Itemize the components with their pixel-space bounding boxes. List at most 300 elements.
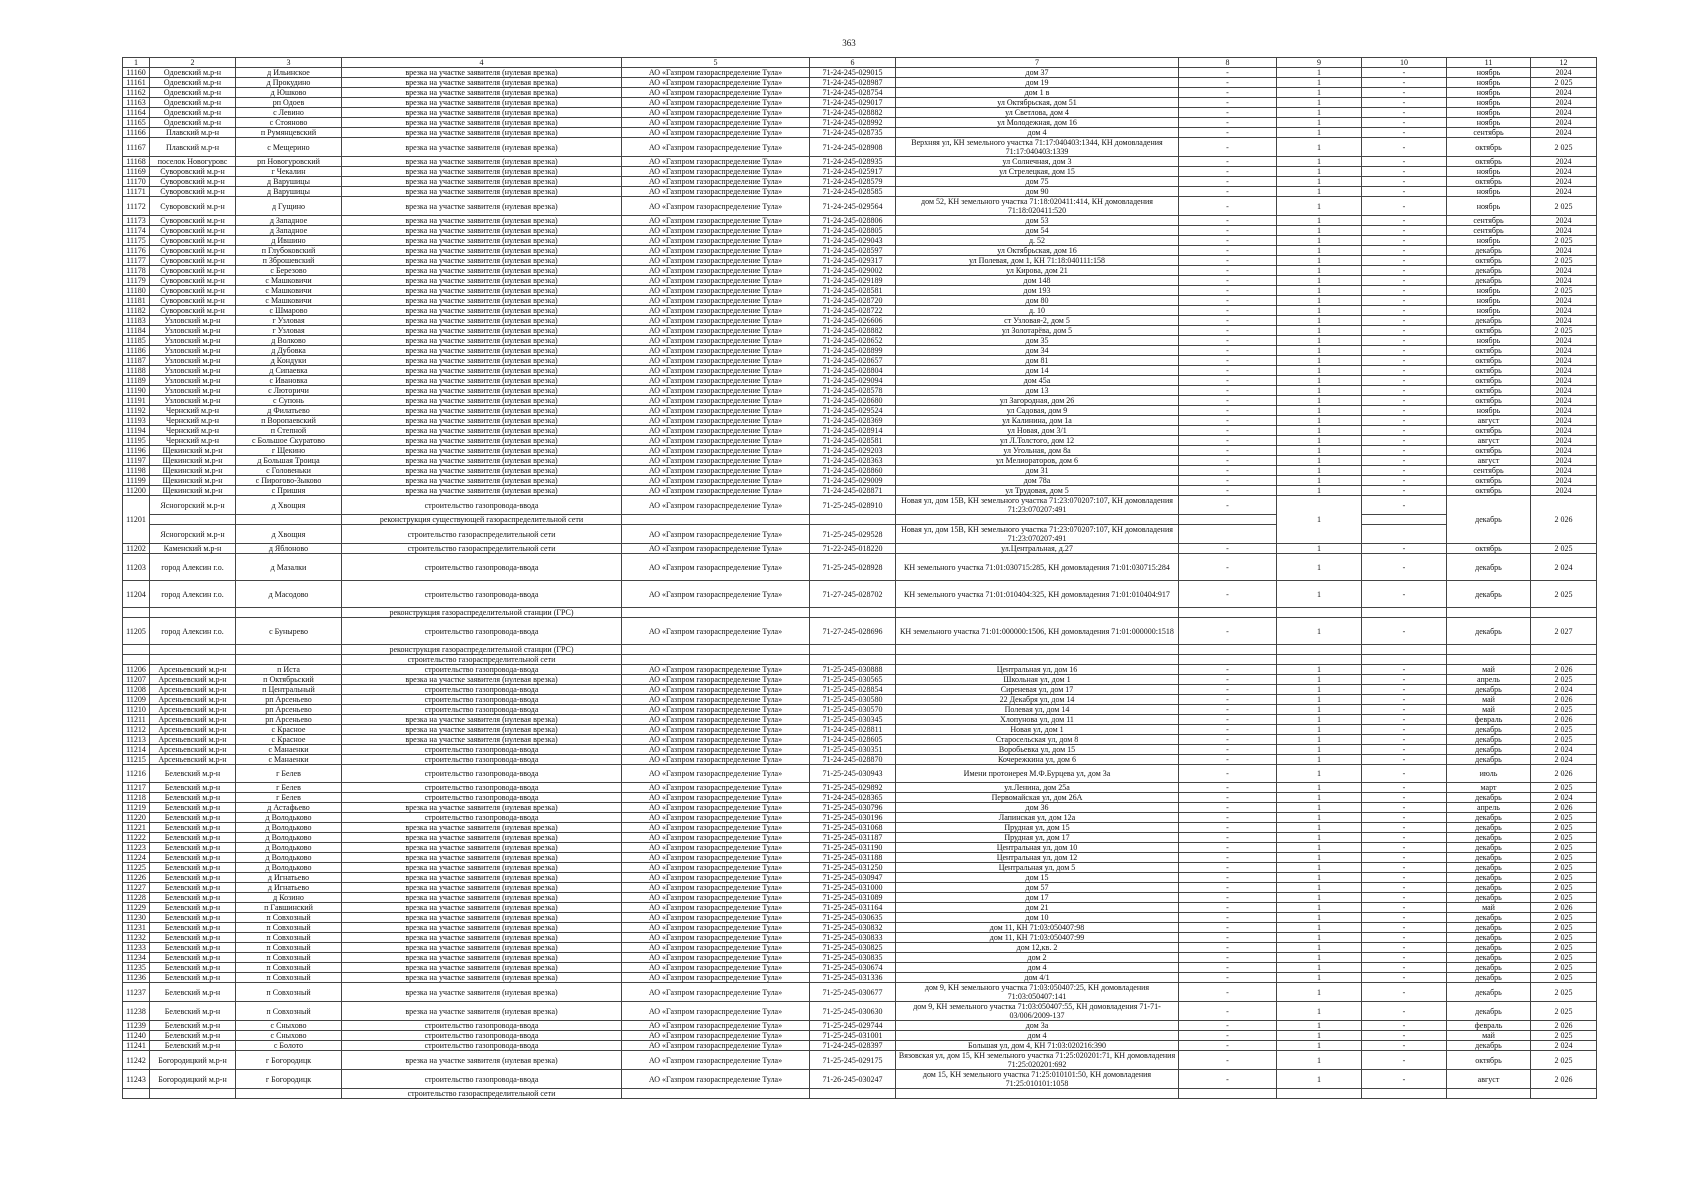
empty-cell bbox=[622, 1089, 810, 1099]
col-9-cell: 1 bbox=[1277, 783, 1362, 793]
col-10-cell: - bbox=[1362, 933, 1447, 943]
col-8-cell: - bbox=[1179, 216, 1277, 226]
address-cell: Центральная ул, дом 16 bbox=[896, 665, 1179, 675]
table-row bbox=[123, 554, 1597, 581]
district-cell: Белевский м.р-н bbox=[150, 943, 236, 953]
col-9-cell: 1 bbox=[1277, 98, 1362, 108]
month-cell: октябрь bbox=[1447, 486, 1531, 496]
organization-cell: АО «Газпром газораспределение Тула» bbox=[622, 157, 810, 167]
col-10-cell: - bbox=[1362, 793, 1447, 803]
month-cell: декабрь bbox=[1447, 923, 1531, 933]
col-10-cell: - bbox=[1362, 88, 1447, 98]
col-8-cell: - bbox=[1179, 296, 1277, 306]
address-cell: дом 13 bbox=[896, 386, 1179, 396]
settlement-cell: п Гавшинский bbox=[236, 903, 342, 913]
col-8-cell: - bbox=[1179, 446, 1277, 456]
address-cell: д. 52 bbox=[896, 236, 1179, 246]
table-row bbox=[123, 486, 1597, 496]
settlement-cell: п Зброшевский bbox=[236, 256, 342, 266]
col-8-cell: - bbox=[1179, 266, 1277, 276]
row-number-cell: 11186 bbox=[123, 346, 150, 356]
month-cell: май bbox=[1447, 903, 1531, 913]
col-10-cell: - bbox=[1362, 456, 1447, 466]
empty-cell bbox=[150, 655, 236, 665]
address-cell: Лапинская ул, дом 12а bbox=[896, 813, 1179, 823]
address-cell: Прудная ул, дом 17 bbox=[896, 833, 1179, 843]
month-cell: июль bbox=[1447, 765, 1531, 783]
year-cell: 2024 bbox=[1531, 316, 1597, 326]
col-8-cell: - bbox=[1179, 853, 1277, 863]
col-9-cell: 1 bbox=[1277, 853, 1362, 863]
settlement-cell: с Красное bbox=[236, 725, 342, 735]
settlement-cell: рп Арсеньево bbox=[236, 695, 342, 705]
address-cell: Имени протоиерея М.Ф.Бурцева ул, дом 3а bbox=[896, 765, 1179, 783]
work-type-cell: врезка на участке заявителя (нулевая врезка) bbox=[342, 376, 622, 386]
month-cell: ноябрь bbox=[1447, 197, 1531, 216]
col-10-cell: - bbox=[1362, 396, 1447, 406]
month-cell: ноябрь bbox=[1447, 187, 1531, 197]
col-10-cell: - bbox=[1362, 983, 1447, 1002]
district-cell: Узловский м.р-н bbox=[150, 386, 236, 396]
col-9-cell: 1 bbox=[1277, 793, 1362, 803]
contract-number-cell: 71-25-245-030570 bbox=[810, 705, 896, 715]
table-row bbox=[123, 973, 1597, 983]
settlement-cell: с Красное bbox=[236, 735, 342, 745]
col-9-cell: 1 bbox=[1277, 226, 1362, 236]
empty-cell bbox=[1531, 655, 1597, 665]
month-cell: декабрь bbox=[1447, 933, 1531, 943]
col-8-cell: - bbox=[1179, 963, 1277, 973]
settlement-cell: г Белев bbox=[236, 765, 342, 783]
row-number-cell: 11212 bbox=[123, 725, 150, 735]
col-8-cell: - bbox=[1179, 1041, 1277, 1051]
empty-cell bbox=[123, 608, 150, 618]
col-8-cell: - bbox=[1179, 456, 1277, 466]
year-cell: 2024 bbox=[1531, 187, 1597, 197]
district-cell: Белевский м.р-н bbox=[150, 793, 236, 803]
month-cell: декабрь bbox=[1447, 883, 1531, 893]
address-cell: ул Кирова, дом 21 bbox=[896, 266, 1179, 276]
district-cell: Богородицкий м.р-н bbox=[150, 1070, 236, 1089]
month-cell: август bbox=[1447, 456, 1531, 466]
contract-number-cell: 71-24-245-029564 bbox=[810, 197, 896, 216]
work-type-cell: врезка на участке заявителя (нулевая врезка) bbox=[342, 406, 622, 416]
row-number-cell: 11231 bbox=[123, 923, 150, 933]
col-9-cell: 1 bbox=[1277, 893, 1362, 903]
row-number-cell: 11193 bbox=[123, 416, 150, 426]
contract-number-cell: 71-25-245-030833 bbox=[810, 933, 896, 943]
col-10-cell: - bbox=[1362, 446, 1447, 456]
col-10-cell: - bbox=[1362, 98, 1447, 108]
empty-cell bbox=[150, 515, 236, 525]
district-cell: Щекинский м.р-н bbox=[150, 466, 236, 476]
col-8-cell: - bbox=[1179, 983, 1277, 1002]
organization-cell: АО «Газпром газораспределение Тула» bbox=[622, 675, 810, 685]
year-cell: 2024 bbox=[1531, 476, 1597, 486]
note-cell: реконструкция газораспределительной станции (ГРС) bbox=[342, 608, 622, 618]
col-9-cell: 1 bbox=[1277, 715, 1362, 725]
col-10-cell: - bbox=[1362, 216, 1447, 226]
contract-number-cell: 71-24-245-028935 bbox=[810, 157, 896, 167]
settlement-cell: д Западное bbox=[236, 226, 342, 236]
col-9-cell: 1 bbox=[1277, 1021, 1362, 1031]
organization-cell: АО «Газпром газораспределение Тула» bbox=[622, 78, 810, 88]
contract-number-cell: 71-25-245-030345 bbox=[810, 715, 896, 725]
col-10-cell: - bbox=[1362, 226, 1447, 236]
month-cell: декабрь bbox=[1447, 793, 1531, 803]
row-number-cell: 11209 bbox=[123, 695, 150, 705]
empty-cell bbox=[1179, 655, 1277, 665]
organization-cell: АО «Газпром газораспределение Тула» bbox=[622, 436, 810, 446]
address-cell: дом 15, КН земельного участка 71:25:010101:50, КН домовладения 71:25:010101:1058 bbox=[896, 1070, 1179, 1089]
row-number-cell: 11188 bbox=[123, 366, 150, 376]
col-9-cell: 1 bbox=[1277, 496, 1362, 544]
work-type-cell: врезка на участке заявителя (нулевая врезка) bbox=[342, 486, 622, 496]
organization-cell: АО «Газпром газораспределение Тула» bbox=[622, 118, 810, 128]
address-cell: Вязовская ул, дом 15, КН земельного участка 71:25:020201:71, КН домовладения 71:25:020201:692 bbox=[896, 1051, 1179, 1070]
work-type-cell: врезка на участке заявителя (нулевая врезка) bbox=[342, 725, 622, 735]
organization-cell: АО «Газпром газораспределение Тула» bbox=[622, 705, 810, 715]
col-8-cell: - bbox=[1179, 1002, 1277, 1021]
work-type-cell: врезка на участке заявителя (нулевая врезка) bbox=[342, 157, 622, 167]
year-cell: 2024 bbox=[1531, 177, 1597, 187]
organization-cell: АО «Газпром газораспределение Тула» bbox=[622, 1070, 810, 1089]
row-number-cell: 11182 bbox=[123, 306, 150, 316]
organization-cell: АО «Газпром газораспределение Тула» bbox=[622, 316, 810, 326]
table-row bbox=[123, 88, 1597, 98]
settlement-cell: д Ильинское bbox=[236, 68, 342, 78]
work-type-cell: врезка на участке заявителя (нулевая врезка) bbox=[342, 226, 622, 236]
year-cell: 2024 bbox=[1531, 118, 1597, 128]
district-cell: Белевский м.р-н bbox=[150, 923, 236, 933]
organization-cell: АО «Газпром газораспределение Тула» bbox=[622, 853, 810, 863]
organization-cell: АО «Газпром газораспределение Тула» bbox=[622, 803, 810, 813]
table-row bbox=[123, 276, 1597, 286]
district-cell: Чернский м.р-н bbox=[150, 416, 236, 426]
year-cell: 2 025 bbox=[1531, 933, 1597, 943]
settlement-cell: г Узловая bbox=[236, 326, 342, 336]
month-cell: ноябрь bbox=[1447, 68, 1531, 78]
row-number-cell: 11233 bbox=[123, 943, 150, 953]
work-type-cell: врезка на участке заявителя (нулевая врезка) bbox=[342, 366, 622, 376]
month-cell: декабрь bbox=[1447, 276, 1531, 286]
row-number-cell: 11181 bbox=[123, 296, 150, 306]
work-type-cell: строительство газопровода-ввода bbox=[342, 755, 622, 765]
month-cell: декабрь bbox=[1447, 755, 1531, 765]
contract-number-cell: 71-24-245-028871 bbox=[810, 486, 896, 496]
table-row bbox=[123, 953, 1597, 963]
table-row bbox=[123, 336, 1597, 346]
col-8-cell: - bbox=[1179, 1031, 1277, 1041]
col-10-cell: - bbox=[1362, 68, 1447, 78]
district-cell: Суворовский м.р-н bbox=[150, 286, 236, 296]
settlement-cell: с Болото bbox=[236, 1041, 342, 1051]
address-cell: дом 35 bbox=[896, 336, 1179, 346]
year-cell: 2 027 bbox=[1531, 618, 1597, 645]
col-8-cell: - bbox=[1179, 943, 1277, 953]
address-cell: Центральная ул, дом 10 bbox=[896, 843, 1179, 853]
settlement-cell: д Володьково bbox=[236, 833, 342, 843]
table-row bbox=[123, 187, 1597, 197]
empty-cell bbox=[123, 645, 150, 655]
district-cell: Суворовский м.р-н bbox=[150, 177, 236, 187]
table-row bbox=[123, 755, 1597, 765]
settlement-cell: г Богородицк bbox=[236, 1051, 342, 1070]
col-9-cell: 1 bbox=[1277, 366, 1362, 376]
settlement-cell: п Совхозный bbox=[236, 923, 342, 933]
col-9-cell: 1 bbox=[1277, 705, 1362, 715]
col-9-cell: 1 bbox=[1277, 376, 1362, 386]
month-cell: декабрь bbox=[1447, 983, 1531, 1002]
district-cell: Арсеньевский м.р-н bbox=[150, 735, 236, 745]
month-cell: октябрь bbox=[1447, 356, 1531, 366]
row-number-cell: 11227 bbox=[123, 883, 150, 893]
work-type-cell: строительство газопровода-ввода bbox=[342, 1070, 622, 1089]
work-type-cell: врезка на участке заявителя (нулевая врезка) bbox=[342, 326, 622, 336]
settlement-cell: д Юшково bbox=[236, 88, 342, 98]
empty-cell bbox=[150, 608, 236, 618]
organization-cell: АО «Газпром газораспределение Тула» bbox=[622, 167, 810, 177]
district-cell: город Алексин г.о. bbox=[150, 618, 236, 645]
table-row bbox=[123, 1021, 1597, 1031]
district-cell: Белевский м.р-н bbox=[150, 823, 236, 833]
col-10-cell: - bbox=[1362, 436, 1447, 446]
settlement-cell: с Люторичи bbox=[236, 386, 342, 396]
col-9-cell: 1 bbox=[1277, 118, 1362, 128]
col-10-cell: - bbox=[1362, 466, 1447, 476]
col-8-cell: - bbox=[1179, 745, 1277, 755]
table-row bbox=[123, 933, 1597, 943]
organization-cell: АО «Газпром газораспределение Тула» bbox=[622, 266, 810, 276]
table-row bbox=[123, 843, 1597, 853]
col-10-cell: - bbox=[1362, 735, 1447, 745]
month-cell: май bbox=[1447, 665, 1531, 675]
col-8-cell: - bbox=[1179, 406, 1277, 416]
month-cell: ноябрь bbox=[1447, 108, 1531, 118]
district-cell: Ясногорский м.р-н bbox=[150, 525, 236, 544]
col-9-cell: 1 bbox=[1277, 913, 1362, 923]
col-9-cell: 1 bbox=[1277, 167, 1362, 177]
contract-number-cell: 71-24-245-028882 bbox=[810, 326, 896, 336]
year-cell: 2 025 bbox=[1531, 863, 1597, 873]
col-9-cell: 1 bbox=[1277, 426, 1362, 436]
district-cell: Плавский м.р-н bbox=[150, 138, 236, 157]
month-cell: февраль bbox=[1447, 1021, 1531, 1031]
organization-cell: АО «Газпром газораспределение Тула» bbox=[622, 923, 810, 933]
row-number-cell: 11163 bbox=[123, 98, 150, 108]
col-10-cell: - bbox=[1362, 675, 1447, 685]
empty-cell bbox=[622, 608, 810, 618]
work-type-cell: врезка на участке заявителя (нулевая врезка) bbox=[342, 306, 622, 316]
col-10-cell: - bbox=[1362, 336, 1447, 346]
col-10-cell: - bbox=[1362, 1002, 1447, 1021]
organization-cell: АО «Газпром газораспределение Тула» bbox=[622, 735, 810, 745]
col-10-cell: - bbox=[1362, 685, 1447, 695]
address-cell: дом 34 bbox=[896, 346, 1179, 356]
year-cell: 2 024 bbox=[1531, 745, 1597, 755]
address-cell: дом 148 bbox=[896, 276, 1179, 286]
col-10-cell: - bbox=[1362, 765, 1447, 783]
district-cell: Суворовский м.р-н bbox=[150, 276, 236, 286]
empty-cell bbox=[236, 608, 342, 618]
row-number-cell: 11235 bbox=[123, 963, 150, 973]
district-cell: Суворовский м.р-н bbox=[150, 216, 236, 226]
district-cell: Узловский м.р-н bbox=[150, 316, 236, 326]
row-number-cell: 11237 bbox=[123, 983, 150, 1002]
empty-cell bbox=[1447, 608, 1531, 618]
settlement-cell: д Филатьево bbox=[236, 406, 342, 416]
address-cell: КН земельного участка 71:01:000000:1506, КН домовладения 71:01:000000:1518 bbox=[896, 618, 1179, 645]
work-type-cell: врезка на участке заявителя (нулевая врезка) bbox=[342, 903, 622, 913]
col-8-cell: - bbox=[1179, 765, 1277, 783]
settlement-cell: г Богородицк bbox=[236, 1070, 342, 1089]
col-9-cell: 1 bbox=[1277, 1051, 1362, 1070]
register-table bbox=[122, 57, 1597, 1099]
col-9-cell: 1 bbox=[1277, 177, 1362, 187]
month-cell: октябрь bbox=[1447, 396, 1531, 406]
address-cell: дом 17 bbox=[896, 893, 1179, 903]
table-row bbox=[123, 1002, 1597, 1021]
district-cell: Арсеньевский м.р-н bbox=[150, 695, 236, 705]
contract-number-cell: 71-25-245-030796 bbox=[810, 803, 896, 813]
organization-cell: АО «Газпром газораспределение Тула» bbox=[622, 695, 810, 705]
col-8-cell: - bbox=[1179, 187, 1277, 197]
address-cell: дом 57 bbox=[896, 883, 1179, 893]
col-8-cell: - bbox=[1179, 246, 1277, 256]
col-number-header: 11 bbox=[1447, 58, 1531, 68]
col-8-cell: - bbox=[1179, 68, 1277, 78]
organization-cell: АО «Газпром газораспределение Тула» bbox=[622, 68, 810, 78]
work-type-cell: строительство газопровода-ввода bbox=[342, 618, 622, 645]
month-cell: декабрь bbox=[1447, 618, 1531, 645]
col-9-cell: 1 bbox=[1277, 943, 1362, 953]
work-type-cell: врезка на участке заявителя (нулевая врезка) bbox=[342, 715, 622, 725]
settlement-cell: с Большое Скуратово bbox=[236, 436, 342, 446]
month-cell: ноябрь bbox=[1447, 78, 1531, 88]
organization-cell: АО «Газпром газораспределение Тула» bbox=[622, 685, 810, 695]
month-cell: декабрь bbox=[1447, 316, 1531, 326]
month-cell: декабрь bbox=[1447, 823, 1531, 833]
address-cell: КН земельного участка 71:01:030715:285, КН домовладения 71:01:030715:284 bbox=[896, 554, 1179, 581]
organization-cell: АО «Газпром газораспределение Тула» bbox=[622, 983, 810, 1002]
col-8-cell: - bbox=[1179, 581, 1277, 608]
year-cell: 2024 bbox=[1531, 346, 1597, 356]
col-9-cell: 1 bbox=[1277, 356, 1362, 366]
settlement-cell: п Совхозный bbox=[236, 963, 342, 973]
row-number-cell: 11236 bbox=[123, 973, 150, 983]
district-cell: Богородицкий м.р-н bbox=[150, 1051, 236, 1070]
col-9-cell: 1 bbox=[1277, 306, 1362, 316]
col-10-cell: - bbox=[1362, 913, 1447, 923]
col-8-cell: - bbox=[1179, 883, 1277, 893]
row-number-cell: 11192 bbox=[123, 406, 150, 416]
row-number-cell: 11194 bbox=[123, 426, 150, 436]
month-cell: апрель bbox=[1447, 675, 1531, 685]
district-cell: Суворовский м.р-н bbox=[150, 236, 236, 246]
contract-number-cell: 71-25-245-028910 bbox=[810, 496, 896, 515]
settlement-cell: д Володьково bbox=[236, 863, 342, 873]
work-type-cell: врезка на участке заявителя (нулевая врезка) bbox=[342, 256, 622, 266]
empty-cell bbox=[622, 645, 810, 655]
contract-number-cell: 71-24-245-028597 bbox=[810, 246, 896, 256]
contract-number-cell: 71-25-245-031188 bbox=[810, 853, 896, 863]
contract-number-cell: 71-24-245-026606 bbox=[810, 316, 896, 326]
address-cell: Кочережкина ул, дом 6 bbox=[896, 755, 1179, 765]
contract-number-cell: 71-24-245-029009 bbox=[810, 476, 896, 486]
year-cell: 2024 bbox=[1531, 266, 1597, 276]
empty-cell bbox=[1362, 515, 1447, 525]
month-cell: февраль bbox=[1447, 715, 1531, 725]
month-cell: октябрь bbox=[1447, 346, 1531, 356]
organization-cell: АО «Газпром газораспределение Тула» bbox=[622, 813, 810, 823]
work-type-cell: врезка на участке заявителя (нулевая врезка) bbox=[342, 863, 622, 873]
table-row bbox=[123, 705, 1597, 715]
col-10-cell: - bbox=[1362, 197, 1447, 216]
month-cell: октябрь bbox=[1447, 544, 1531, 554]
contract-number-cell: 71-25-245-031250 bbox=[810, 863, 896, 873]
month-cell: октябрь bbox=[1447, 177, 1531, 187]
month-cell: сентябрь bbox=[1447, 466, 1531, 476]
organization-cell: АО «Газпром газораспределение Тула» bbox=[622, 554, 810, 581]
contract-number-cell: 71-24-245-028657 bbox=[810, 356, 896, 366]
contract-number-cell: 71-24-245-028363 bbox=[810, 456, 896, 466]
address-cell: КН земельного участка 71:01:010404:325, КН домовладения 71:01:010404:917 bbox=[896, 581, 1179, 608]
organization-cell: АО «Газпром газораспределение Тула» bbox=[622, 108, 810, 118]
row-number-cell: 11185 bbox=[123, 336, 150, 346]
contract-number-cell: 71-24-245-028579 bbox=[810, 177, 896, 187]
year-cell: 2 025 bbox=[1531, 783, 1597, 793]
contract-number-cell: 71-24-245-029043 bbox=[810, 236, 896, 246]
empty-cell bbox=[1531, 645, 1597, 655]
empty-cell bbox=[896, 1089, 1179, 1099]
col-9-cell: 1 bbox=[1277, 695, 1362, 705]
district-cell: Чернский м.р-н bbox=[150, 436, 236, 446]
district-cell: Одоевский м.р-н bbox=[150, 108, 236, 118]
year-cell: 2024 bbox=[1531, 167, 1597, 177]
row-number-cell: 11204 bbox=[123, 581, 150, 608]
month-cell: декабрь bbox=[1447, 833, 1531, 843]
address-cell: ул Трудовая, дом 5 bbox=[896, 486, 1179, 496]
col-8-cell: - bbox=[1179, 544, 1277, 554]
empty-cell bbox=[622, 655, 810, 665]
settlement-cell: с Бунырево bbox=[236, 618, 342, 645]
col-8-cell: - bbox=[1179, 118, 1277, 128]
note-row bbox=[123, 608, 1597, 618]
contract-number-cell: 71-25-245-028928 bbox=[810, 554, 896, 581]
work-type-cell: врезка на участке заявителя (нулевая врезка) bbox=[342, 316, 622, 326]
contract-number-cell: 71-24-245-028397 bbox=[810, 1041, 896, 1051]
col-8-cell: - bbox=[1179, 803, 1277, 813]
district-cell: Суворовский м.р-н bbox=[150, 296, 236, 306]
col-10-cell: - bbox=[1362, 386, 1447, 396]
address-cell: Центральная ул, дом 12 bbox=[896, 853, 1179, 863]
empty-cell bbox=[1179, 525, 1277, 544]
address-cell: дом 52, КН земельного участка 71:18:020411:414, КН домовладения 71:18:020411:520 bbox=[896, 197, 1179, 216]
month-cell: октябрь bbox=[1447, 138, 1531, 157]
address-cell: Большая ул, дом 4, КН 71:03:020216:390 bbox=[896, 1041, 1179, 1051]
contract-number-cell: 71-24-245-028987 bbox=[810, 78, 896, 88]
address-cell: Прудная ул, дом 15 bbox=[896, 823, 1179, 833]
contract-number-cell: 71-24-245-028860 bbox=[810, 466, 896, 476]
contract-number-cell: 71-24-245-028585 bbox=[810, 187, 896, 197]
contract-number-cell: 71-25-245-030943 bbox=[810, 765, 896, 783]
contract-number-cell: 71-25-245-029528 bbox=[810, 525, 896, 544]
settlement-cell: с Пирогово-Зыково bbox=[236, 476, 342, 486]
col-9-cell: 1 bbox=[1277, 675, 1362, 685]
table-row bbox=[123, 197, 1597, 216]
table-row bbox=[123, 68, 1597, 78]
col-8-cell: - bbox=[1179, 873, 1277, 883]
